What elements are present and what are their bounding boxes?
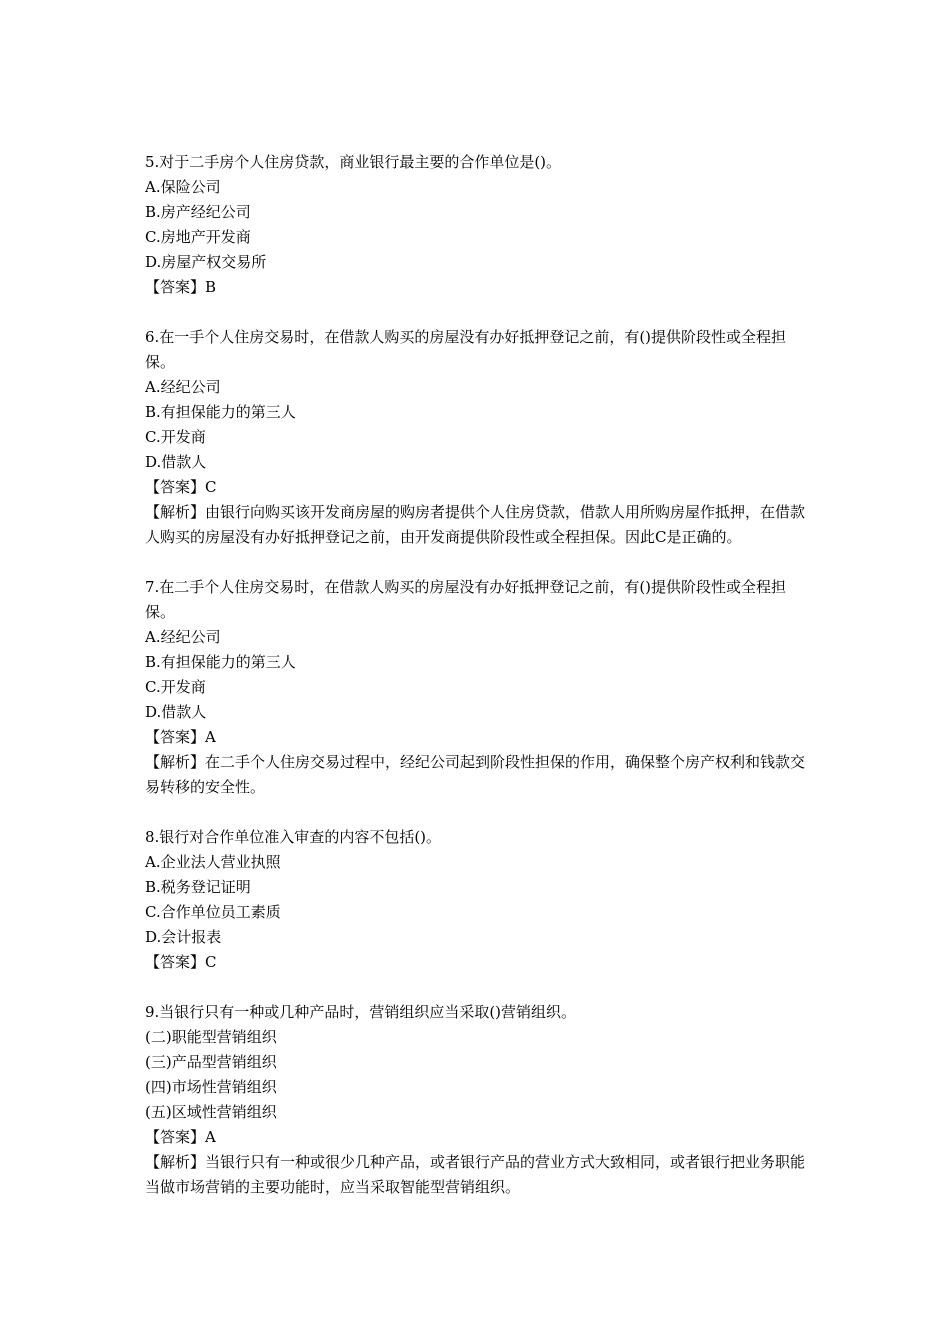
- document-page: [145, 150, 810, 1225]
- answer: 【答案】A: [145, 728, 216, 746]
- option-b: B.房产经纪公司: [145, 203, 251, 221]
- option-b: B.税务登记证明: [145, 878, 251, 896]
- option-c: C.开发商: [145, 678, 206, 696]
- option-a: A.经纪公司: [145, 628, 221, 646]
- analysis: 【解析】在二手个人住房交易过程中，经纪公司起到阶段性担保的作用，确保整个房产权利和钱款交易转移的安全性。: [145, 753, 806, 796]
- answer: 【答案】C: [145, 478, 217, 496]
- analysis: 【解析】由银行向购买该开发商房屋的购房者提供个人住房贷款，借款人用所购房屋作抵押，在借款人购买的房屋没有办好抵押登记之前，由开发商提供阶段性或全程担保。因此C是正确的。: [145, 503, 806, 546]
- answer: 【答案】B: [145, 278, 217, 296]
- option-d: (五)区域性营销组织: [145, 1103, 277, 1121]
- question-stem: 6.在一手个人住房交易时，在借款人购买的房屋没有办好抵押登记之前，有()提供阶段性或全程担保。: [145, 328, 787, 371]
- question-stem: 7.在二手个人住房交易时，在借款人购买的房屋没有办好抵押登记之前，有()提供阶段性或全程担保。: [145, 578, 787, 621]
- option-b: B.有担保能力的第三人: [145, 653, 296, 671]
- option-c: (四)市场性营销组织: [145, 1078, 277, 1096]
- option-c: C.合作单位员工素质: [145, 903, 281, 921]
- option-a: A.保险公司: [145, 178, 221, 196]
- option-a: A.企业法人营业执照: [145, 853, 281, 871]
- question-stem: 9.当银行只有一种或几种产品时，营销组织应当采取()营销组织。: [145, 1003, 577, 1021]
- option-b: B.有担保能力的第三人: [145, 403, 296, 421]
- question-8: [145, 825, 810, 975]
- option-a: A.经纪公司: [145, 378, 221, 396]
- option-d: D.房屋产权交易所: [145, 253, 267, 271]
- question-6: [145, 325, 810, 550]
- option-b: (三)产品型营销组织: [145, 1053, 277, 1071]
- option-c: C.开发商: [145, 428, 206, 446]
- question-5: [145, 150, 810, 300]
- question-7: [145, 575, 810, 800]
- analysis: 【解析】当银行只有一种或很少几种产品，或者银行产品的营业方式大致相同，或者银行把业务职能当做市场营销的主要功能时，应当采取智能型营销组织。: [145, 1153, 806, 1196]
- answer: 【答案】A: [145, 1128, 216, 1146]
- option-d: D.借款人: [145, 453, 207, 471]
- answer: 【答案】C: [145, 953, 217, 971]
- question-stem: 8.银行对合作单位准入审查的内容不包括()。: [145, 828, 442, 846]
- option-d: D.会计报表: [145, 928, 222, 946]
- question-stem: 5.对于二手房个人住房贷款，商业银行最主要的合作单位是()。: [145, 153, 562, 171]
- option-a: (二)职能型营销组织: [145, 1028, 277, 1046]
- option-d: D.借款人: [145, 703, 207, 721]
- option-c: C.房地产开发商: [145, 228, 251, 246]
- question-9: [145, 1000, 810, 1200]
